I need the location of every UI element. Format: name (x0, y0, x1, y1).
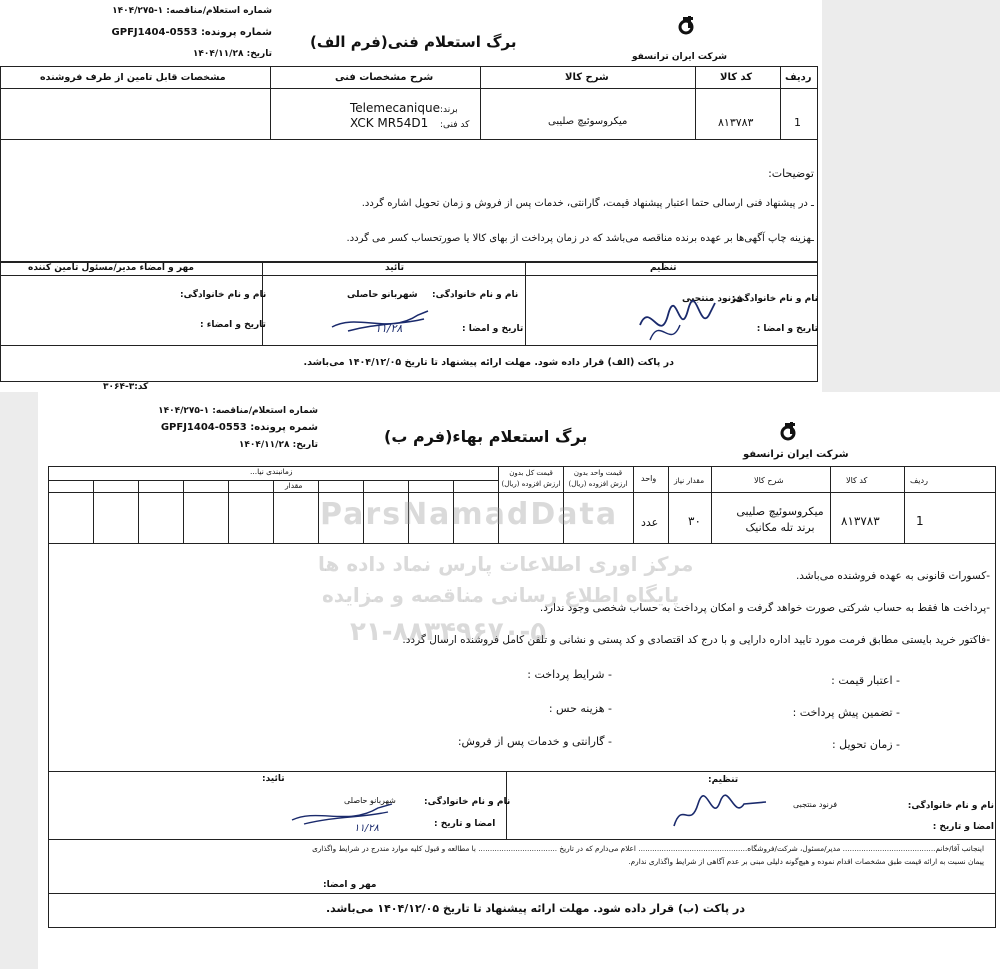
form-b-company: شرکت ایران ترانسفو (743, 449, 849, 460)
tech-code-label: کد فنی: (440, 120, 470, 130)
b-header-unit-price: قیمت واحد بدون ارزش افزوده (ریال) (568, 469, 628, 488)
form-a-title: برگ استعلام فنی(فرم الف) (310, 33, 517, 51)
b-header-unit: واحد (641, 474, 657, 483)
company-logo-icon (776, 420, 798, 442)
watermark-latin: ParsNamadData (320, 497, 619, 532)
b-header-item-description: شرح کالا (754, 476, 784, 485)
b-sig-approved: تائید: (262, 774, 285, 784)
row-number: 1 (794, 116, 801, 129)
b-preparer-date-label: امضا و تاریخ : (932, 822, 994, 832)
term-delivery: - زمان تحویل : (831, 738, 900, 751)
term-validity: - اعتبار قیمت : (831, 674, 900, 687)
item-code: ۸۱۳۷۸۳ (718, 116, 754, 129)
b-note-1: -کسورات قانونی به عهده فروشنده می‌باشد. (795, 570, 990, 582)
b-preparer-name-label: نام و نام خانوادگی: (907, 801, 994, 811)
note-2: ـهزینه چاپ آگهی‌ها بر عهده برنده مناقصه می‌باشد که در زمان پرداخت از بهای کالا یا صورتحساب کسر می گردد. (346, 233, 814, 244)
watermark-line-2: پایگاه اطلاع رسانی مناقصه و مزایده (322, 583, 680, 607)
form-a-code-note: کد:۳-۳۰۶۴ (103, 382, 149, 392)
form-b-footer: در پاکت (ب) قرار داده شود. مهلت ارائه پیشنهاد تا تاریخ ۱۴۰۴/۱۲/۰۵ می‌باشد. (325, 902, 745, 915)
supplier-name-label: نام و نام خانوادگی: (180, 290, 267, 300)
brand-value: Telemecanique (350, 101, 440, 115)
form-b-file-number: شمره پرونده: GPFJ1404-0553 (160, 422, 318, 433)
b-header-amount: مقدار (285, 481, 303, 490)
approver-handwritten-date: ۱۱/۲۸ (375, 322, 403, 335)
note-1: ـ در پیشنهاد فنی ارسالی حتما اعتبار پیشنهاد قیمت، گارانتی، خدمات پس از فروش و زمان تحویل اشاره گردد. (361, 198, 814, 209)
header-item-description: شرح کالا (565, 72, 609, 83)
stamp-label: مهر و امضا: (323, 880, 377, 890)
preparer-name-label: نام و نام خانوادگی: (731, 294, 818, 304)
form-a-sheet (0, 0, 822, 392)
watermark-phone: ۲۱-۸۸۳۴۹۶۷۰-۵ (350, 617, 547, 647)
b-item-code: ۸۱۳۷۸۳ (841, 514, 880, 528)
approver-name-label: نام و نام خانوادگی: (432, 290, 519, 300)
b-note-3: -فاکتور خرید بایستی مطابق فرمت مورد تایید اداره دارایی و با درج کد اقتصادی و کد پستی و نشانی و تلفن کامل فروشنده ارسال گردد. (402, 634, 990, 646)
notes-title: توضیحات: (768, 167, 814, 180)
preparer-name: فرنود منتجبی (682, 294, 743, 304)
b-approver-signature (288, 800, 398, 830)
b-header-delivery-time: زمانبندی نیا... (250, 467, 293, 476)
b-approver-name: شهربانو حاصلی (344, 796, 396, 805)
approver-date-label: تاریخ و امضا : (462, 324, 524, 334)
b-row-number: 1 (916, 514, 924, 528)
form-a-date: تاریخ: ۱۴۰۴/۱۱/۲۸ (192, 49, 272, 59)
b-preparer-name: فرنود منتجبی (793, 800, 838, 809)
approver-name: شهربانو حاصلی (347, 290, 418, 300)
sig-approved-header: تائید (385, 263, 405, 273)
term-payment: - شرایط پرداخت : (527, 668, 612, 681)
b-note-2: -پرداخت ها فقط به حساب شرکتی صورت خواهد گرفت و امکان پرداخت به حساب شخصی وجود ندارد. (539, 602, 990, 614)
header-item-code: کد کالا (720, 72, 753, 83)
form-b-title: برگ استعلام بهاء(فرم ب) (384, 427, 588, 446)
b-item-description: میکروسوئیچ صلیبی برند تله مکانیک (736, 505, 824, 534)
form-a-inquiry-number: شماره استعلام/مناقصه: ۱-۱۴۰۴/۲۷۵ (112, 6, 272, 16)
term-performance: - هزینه حس : (548, 702, 612, 715)
term-warranty: - گارانتی و خدمات پس از فروش: (457, 735, 612, 748)
b-header-quantity: مقدار نیاز (674, 476, 705, 485)
supplier-date-label: تاریخ و امضاء : (200, 320, 266, 330)
sig-supplier-header: مهر و امضاء مدیر/مسئول تامین کننده (28, 263, 194, 273)
form-b-date: تاریخ: ۱۴۰۴/۱۱/۲۸ (238, 440, 318, 450)
b-quantity: ۳۰ (688, 514, 701, 528)
term-prepayment: - تضمین پیش پرداخت : (792, 706, 900, 719)
declaration-line-1: اینجانب آقا/خانم........................................ مدیر/مسئول، شرکت/فروشگاه............................................... اعلام می‌دارم که در تاریخ .................................. با مطالعه و قبول کلیه موارد مندرج در شرایط واگذاری (312, 844, 984, 853)
brand-label: برند: (440, 105, 458, 115)
b-preparer-signature (668, 790, 778, 832)
header-technical-spec: شرح مشخصات فنی (335, 72, 434, 83)
b-header-item-code: کد کالا (846, 476, 868, 485)
preparer-date-label: تاریخ و امضا : (756, 324, 818, 334)
b-approver-handwritten-date: ۱۱/۲۸ (354, 823, 379, 834)
header-row-number: ردیف (785, 72, 812, 83)
tech-code-value: XCK MR54D1 (350, 116, 429, 130)
form-a-company: شرکت ایران ترانسفو (632, 52, 728, 62)
watermark-line-1: مرکز اوری اطلاعات پارس نماد داده ها (318, 552, 694, 576)
form-b-inquiry-number: شماره استعلام/مناقصه: ۱-۱۴۰۴/۲۷۵ (158, 406, 318, 416)
declaration-line-2: پیمان نسبت به ارائه قیمت طبق مشخصات اقدام نموده و هیچ‌گونه دلیلی مبنی بر عدم آگاهی از شرایط واگذاری ندارم. (628, 857, 984, 866)
b-approver-date-label: امضا و تاریخ : (434, 819, 496, 829)
b-sig-prepared: تنظیم: (708, 775, 739, 785)
header-supplier-spec: مشخصات قابل تامین از طرف فروشنده (40, 72, 226, 83)
form-b-sheet (38, 392, 1000, 969)
b-header-row-number: ردیف (910, 476, 928, 485)
form-a-file-number: شماره پرونده: GPFJ1404-0553 (111, 27, 272, 38)
b-header-total-price: قیمت کل بدون ارزش افزوده (ریال) (501, 469, 561, 488)
form-a-footer: در پاکت (الف) قرار داده شود. مهلت ارائه پیشنهاد تا تاریخ ۱۴۰۴/۱۲/۰۵ می‌باشد. (303, 357, 674, 368)
item-description: میکروسوئیچ صلیبی (548, 116, 628, 127)
b-unit: عدد (641, 516, 659, 529)
form-b-signature-box (48, 772, 996, 894)
company-logo-icon (674, 14, 696, 36)
sig-prepared-header: تنظیم (650, 263, 677, 273)
b-approver-name-label: نام و نام خانوادگی: (424, 797, 511, 807)
